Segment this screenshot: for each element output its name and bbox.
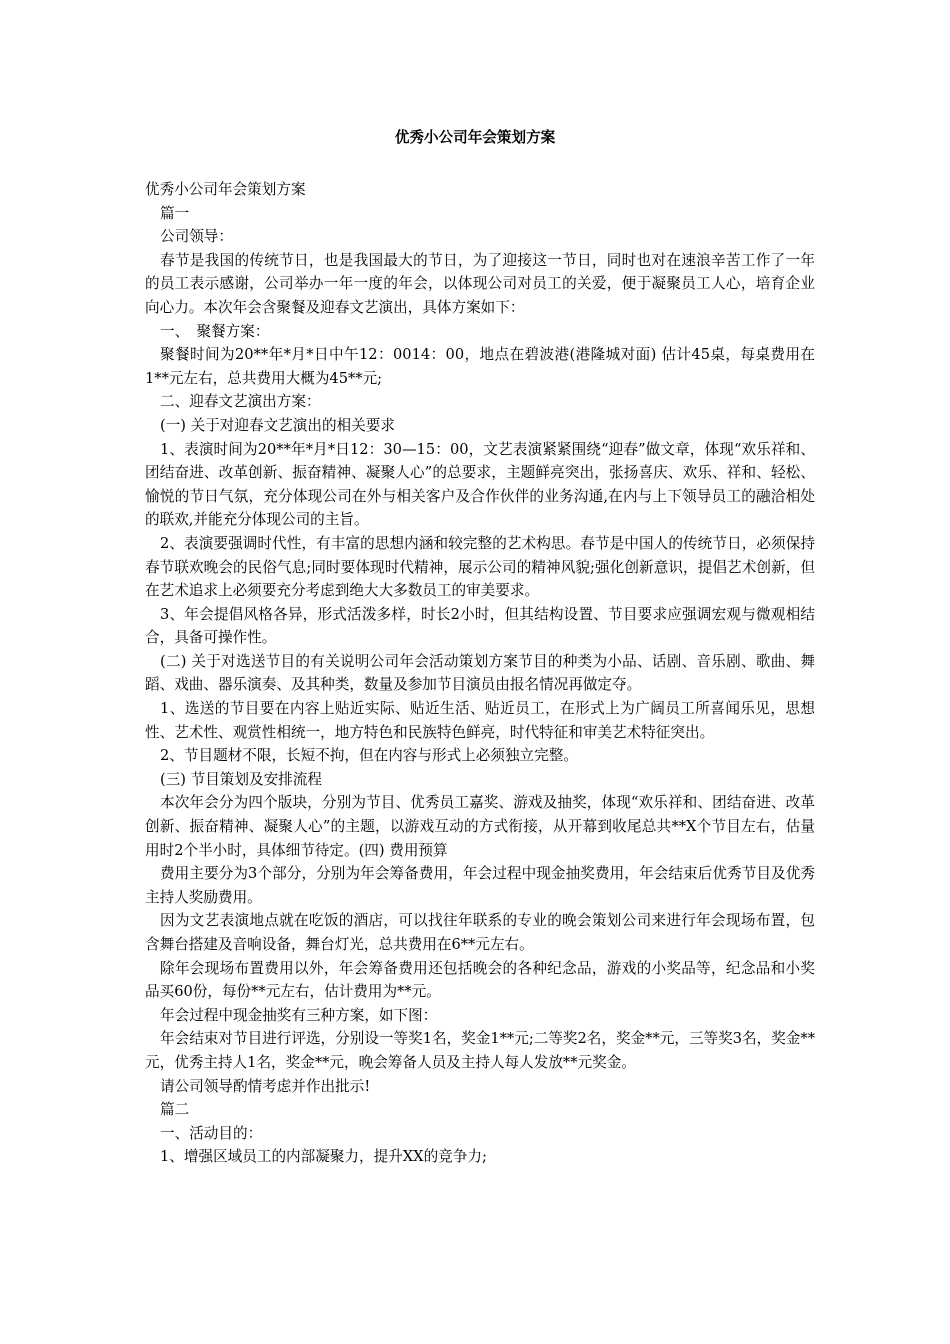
paragraph: 年会过程中现金抽奖有三种方案，如下图：: [160, 1006, 438, 1024]
paragraph: 1、增强区域员工的内部凝聚力，提升XX的竞争力;: [160, 1148, 487, 1166]
paragraph: 2、表演要强调时代性，有丰富的思想内涵和较完整的艺术构思。春节是中国人的传统节日，必须保持春节联欢晚会的民俗气息;同时要体现时代精神，展示公司的精神风貌;强化创新意识，提倡艺术创新，但在艺术追求上必须要充分考虑到绝大大多数员工的审美要求。: [145, 534, 815, 600]
paragraph: 因为文艺表演地点就在吃饭的酒店，可以找往年联系的专业的晚会策划公司来进行年会现场布置，包含舞台搭建及音响设备，舞台灯光，总共费用在6**元左右。: [145, 912, 815, 953]
paragraph: 公司领导：: [160, 228, 233, 246]
paragraph: 本次年会分为四个版块，分别为节目、优秀员工嘉奖、游戏及抽奖，体现“欢乐祥和、团结奋进、改革创新、振奋精神、凝聚人心”的主题，以游戏互动的方式衔接，从开幕到收尾总共**X个节目左右，估量用时2个半小时，具体细节待定。(四) 费用预算: [145, 794, 815, 859]
paragraph: (一) 关于对迎春文艺演出的相关要求: [160, 416, 395, 434]
paragraph: 年会结束对节目进行评选，分别设一等奖1名，奖金1**元;二等奖2名，奖金**元，三等奖3名，奖金**元，优秀主持人1名，奖金**元，晚会筹备人员及主持人每人发放**元奖金。: [145, 1030, 815, 1071]
paragraph: 1、选送的节目要在内容上贴近实际、贴近生活、贴近员工，在形式上为广阔员工所喜闻乐见，思想性、艺术性、观赏性相统一，地方特色和民族特色鲜亮，时代特征和审美艺术特征突出。: [145, 700, 815, 741]
paragraph: 1、表演时间为20**年*月*日12：30—15：00，文艺表演紧紧围绕“迎春”做文章，体现“欢乐祥和、团结奋进、改革创新、振奋精神、凝聚人心”的总要求，主题鲜亮突出，张扬喜庆、欢乐、祥和、轻松、愉悦的节日气氛，充分体现公司在外与相关客户及合作伙伴的业务沟通,在内与上下领导员工的融洽相处的联欢,并能充分体现公司的主旨。: [145, 440, 815, 529]
document-body: [145, 178, 815, 1169]
paragraph: 篇一: [160, 204, 190, 222]
document-title: 优秀小公司年会策划方案: [394, 129, 556, 146]
paragraph: 一、活动目的：: [160, 1124, 263, 1142]
paragraph: 二、迎春文艺演出方案：: [160, 393, 321, 411]
paragraph: 篇二: [160, 1101, 190, 1119]
paragraph: (三) 节目策划及安排流程: [160, 770, 322, 788]
paragraph: 一、 聚餐方案：: [160, 322, 270, 340]
paragraph: 费用主要分为3个部分，分别为年会筹备费用，年会过程中现金抽奖费用，年会结束后优秀节目及优秀主持人奖励费用。: [145, 865, 815, 906]
paragraph: (二) 关于对选送节目的有关说明公司年会活动策划方案节目的种类为小品、话剧、音乐剧、歌曲、舞蹈、戏曲、器乐演奏、及其种类，数量及参加节目演员由报名情况再做定夺。: [145, 652, 815, 694]
paragraph: 春节是我国的传统节日，也是我国最大的节日，为了迎接这一节日，同时也对在速浪辛苦工作了一年的员工表示感谢，公司举办一年一度的年会，以体现公司对员工的关爱，便于凝聚员工人心，培育企业向心力。本次年会含聚餐及迎春文艺演出，具体方案如下：: [145, 251, 815, 316]
paragraph: 请公司领导酌情考虑并作出批示!: [160, 1077, 371, 1095]
paragraph: 优秀小公司年会策划方案: [145, 181, 306, 198]
paragraph: 除年会现场布置费用以外，年会筹备费用还包括晚会的各种纪念品，游戏的小奖品等，纪念品和小奖品买60份，每份**元左右，估计费用为**元。: [145, 959, 815, 1001]
paragraph: 2、节目题材不限，长短不拘，但在内容与形式上必须独立完整。: [160, 747, 578, 765]
paragraph: 3、年会提倡风格各异，形式活泼多样，时长2小时，但其结构设置、节目要求应强调宏观与微观相结合，具备可操作性。: [145, 605, 815, 647]
paragraph: 聚餐时间为20**年*月*日中午12：0014：00，地点在碧波港(港隆城对面) 估计45桌，每桌费用在1**元左右，总共费用大概为45**元;: [145, 346, 815, 387]
